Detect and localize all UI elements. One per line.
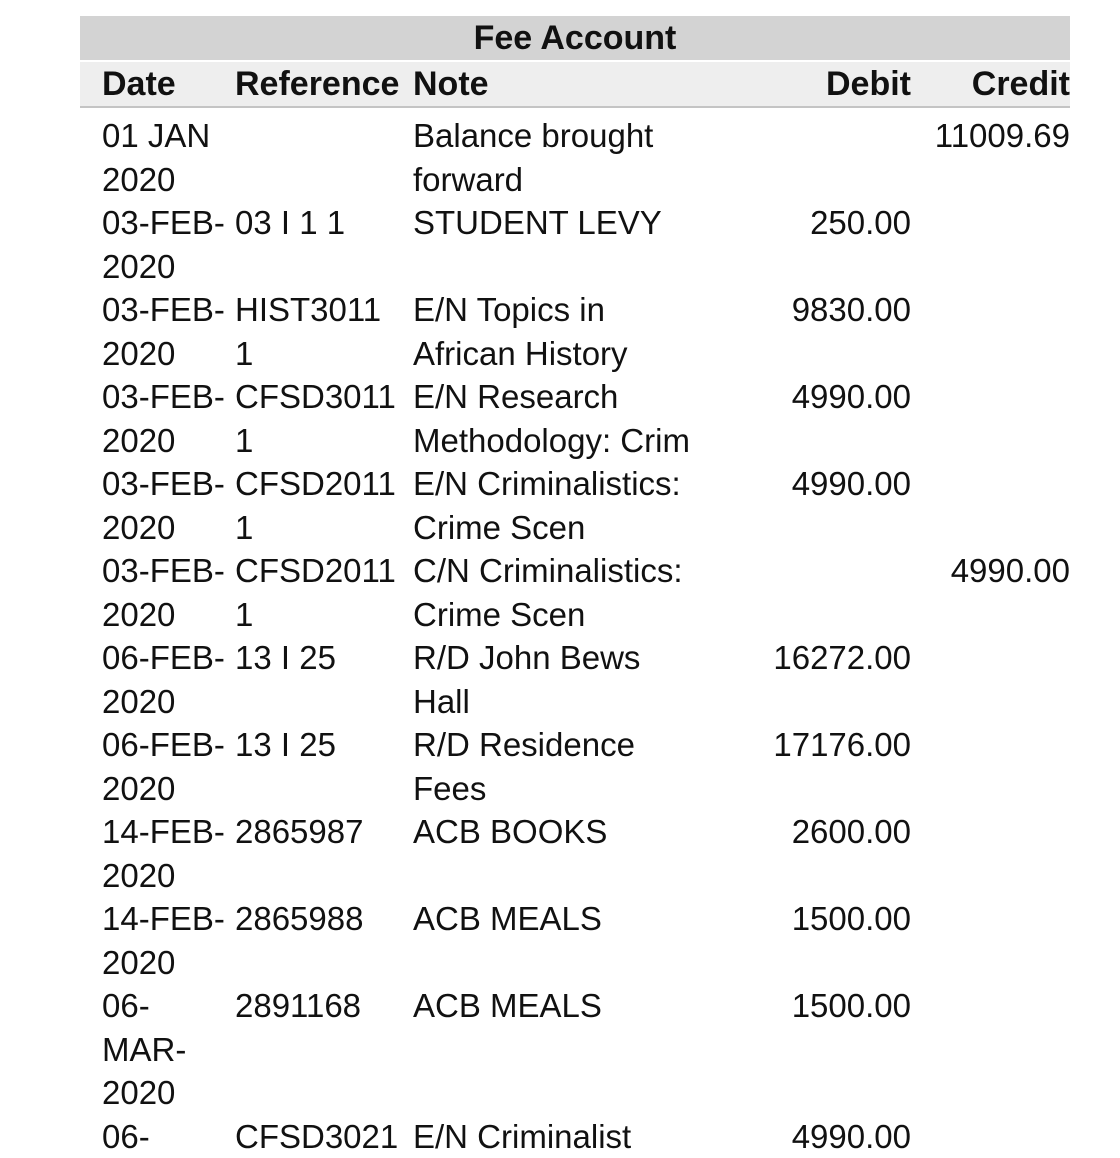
cell-note: E/N Topics in African History — [413, 288, 736, 375]
cell-reference: 2865988 — [235, 897, 413, 984]
table-row — [80, 984, 1070, 1115]
cell-note: C/N Criminalistics: Crime Scen — [413, 549, 736, 636]
table-row — [80, 462, 1070, 549]
cell-debit: 4990.00 — [736, 1115, 911, 1158]
cell-date: 06-FEB- 2020 — [80, 723, 235, 810]
column-header-debit: Debit — [736, 62, 911, 106]
cell-note: ACB MEALS — [413, 897, 736, 984]
cell-credit — [911, 897, 1070, 984]
table-body — [80, 108, 1070, 1158]
cell-debit: 250.00 — [736, 201, 911, 288]
table-title: Fee Account — [80, 16, 1070, 62]
cell-debit — [736, 114, 911, 201]
table-row — [80, 114, 1070, 201]
cell-debit — [736, 549, 911, 636]
cell-reference: CFSD2011 1 — [235, 549, 413, 636]
cell-debit: 4990.00 — [736, 375, 911, 462]
cell-date: 14-FEB- 2020 — [80, 810, 235, 897]
cell-credit — [911, 462, 1070, 549]
table-row — [80, 810, 1070, 897]
cell-credit — [911, 984, 1070, 1115]
cell-credit: 11009.69 — [911, 114, 1070, 201]
cell-credit — [911, 810, 1070, 897]
cell-date: 03-FEB- 2020 — [80, 375, 235, 462]
table-row — [80, 723, 1070, 810]
cell-debit: 17176.00 — [736, 723, 911, 810]
cell-date: 03-FEB- 2020 — [80, 549, 235, 636]
cell-reference: 2891168 — [235, 984, 413, 1115]
table-row — [80, 549, 1070, 636]
cell-debit: 16272.00 — [736, 636, 911, 723]
cell-reference: CFSD2011 1 — [235, 462, 413, 549]
cell-note: ACB BOOKS — [413, 810, 736, 897]
cell-reference: CFSD3021 — [235, 1115, 413, 1158]
column-header-reference: Reference — [235, 62, 413, 106]
table-row — [80, 375, 1070, 462]
cell-reference: 03 I 1 1 — [235, 201, 413, 288]
table-row — [80, 636, 1070, 723]
cell-note: Balance brought forward — [413, 114, 736, 201]
column-header-note: Note — [413, 62, 736, 106]
cell-note: STUDENT LEVY — [413, 201, 736, 288]
cell-reference: CFSD3011 1 — [235, 375, 413, 462]
cell-debit: 1500.00 — [736, 984, 911, 1115]
cell-note: E/N Criminalistics: Crime Scen — [413, 462, 736, 549]
table-row — [80, 201, 1070, 288]
cell-credit — [911, 375, 1070, 462]
cell-date: 14-FEB- 2020 — [80, 897, 235, 984]
cell-date: 01 JAN 2020 — [80, 114, 235, 201]
cell-debit: 1500.00 — [736, 897, 911, 984]
cell-credit — [911, 723, 1070, 810]
cell-credit — [911, 201, 1070, 288]
cell-debit: 9830.00 — [736, 288, 911, 375]
cell-note: E/N Research Methodology: Crim — [413, 375, 736, 462]
cell-debit: 4990.00 — [736, 462, 911, 549]
cell-date: 03-FEB- 2020 — [80, 201, 235, 288]
cell-credit — [911, 1115, 1070, 1158]
cell-reference: 13 I 25 — [235, 636, 413, 723]
cell-reference: HIST3011 1 — [235, 288, 413, 375]
table-row — [80, 1115, 1070, 1158]
table-header — [80, 62, 1070, 108]
cell-date: 06- — [80, 1115, 235, 1158]
cell-reference: 13 I 25 — [235, 723, 413, 810]
cell-debit: 2600.00 — [736, 810, 911, 897]
cell-credit — [911, 636, 1070, 723]
cell-note: ACB MEALS — [413, 984, 736, 1115]
cell-date: 06-FEB- 2020 — [80, 636, 235, 723]
cell-credit — [911, 288, 1070, 375]
column-header-credit: Credit — [911, 62, 1070, 106]
cell-reference — [235, 114, 413, 201]
cell-reference: 2865987 — [235, 810, 413, 897]
cell-date: 06- MAR- 2020 — [80, 984, 235, 1115]
table-row — [80, 897, 1070, 984]
cell-note: R/D John Bews Hall — [413, 636, 736, 723]
fee-account-table — [80, 16, 1070, 1158]
cell-credit: 4990.00 — [911, 549, 1070, 636]
column-header-date: Date — [80, 62, 235, 106]
cell-note: R/D Residence Fees — [413, 723, 736, 810]
table-row — [80, 288, 1070, 375]
cell-note: E/N Criminalist — [413, 1115, 736, 1158]
cell-date: 03-FEB- 2020 — [80, 462, 235, 549]
cell-date: 03-FEB- 2020 — [80, 288, 235, 375]
